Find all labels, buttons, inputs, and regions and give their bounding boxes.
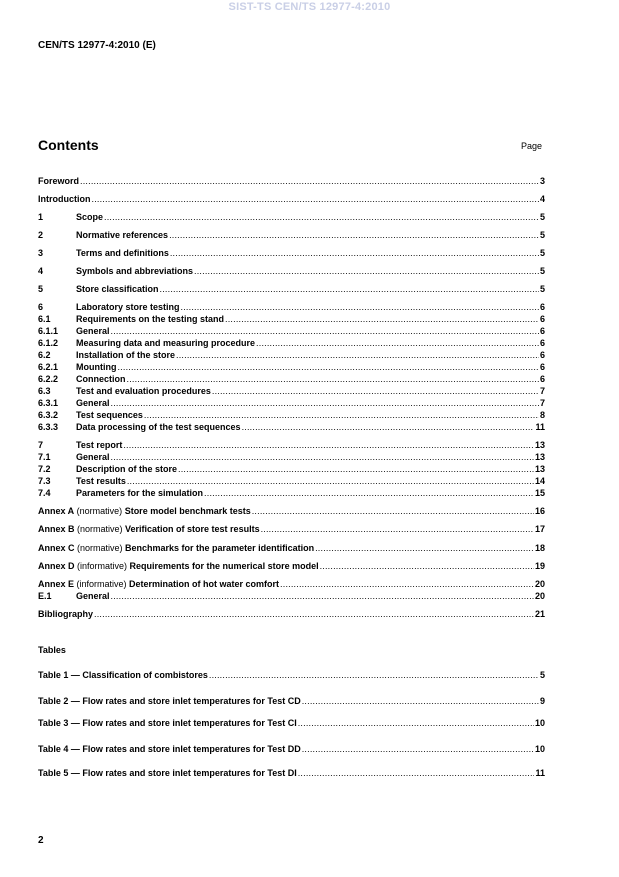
toc-entry[interactable] bbox=[38, 374, 545, 385]
toc-leader-dots bbox=[256, 338, 539, 349]
toc-entry-label: General bbox=[76, 452, 110, 462]
toc-leader-dots bbox=[117, 362, 539, 373]
toc-entry-label: General bbox=[76, 398, 110, 408]
toc-entry-title bbox=[76, 326, 110, 337]
toc-entry-label: Connection bbox=[76, 374, 126, 384]
toc-entry-annex-type: (normative) bbox=[74, 524, 126, 534]
table-entry-page: 10 bbox=[534, 718, 545, 728]
toc-entry-title bbox=[38, 194, 91, 205]
toc-entry-page: 11 bbox=[535, 422, 545, 432]
toc-entry-page: 5 bbox=[539, 248, 545, 258]
toc-leader-dots bbox=[169, 230, 539, 241]
toc-entry-title bbox=[76, 248, 169, 259]
toc-entry-label: Data processing of the test sequences bbox=[76, 422, 241, 432]
toc-entry-number: 7.3 bbox=[38, 476, 51, 486]
toc-entry-page: 7 bbox=[539, 398, 545, 408]
toc-entry-annex-type: (normative) bbox=[74, 543, 126, 553]
toc-entry-number: 5 bbox=[38, 284, 44, 294]
toc-entry-label: Annex B bbox=[38, 524, 75, 534]
toc-entry-page: 4 bbox=[539, 194, 545, 204]
table-entry-title: Table 5 — Flow rates and store inlet temperatures for Test DI bbox=[38, 768, 297, 778]
toc-leader-dots bbox=[225, 314, 539, 325]
toc-leader-dots bbox=[204, 488, 534, 499]
toc-entry[interactable] bbox=[38, 266, 545, 277]
table-entry-page: 10 bbox=[534, 744, 545, 754]
toc-entry-number: 3 bbox=[38, 248, 44, 258]
toc-entry-label: Installation of the store bbox=[76, 350, 176, 360]
toc-entry-number: 6.1 bbox=[38, 314, 51, 324]
toc-entry-page: 5 bbox=[539, 212, 545, 222]
toc-leader-dots bbox=[320, 561, 534, 572]
toc-leader-dots bbox=[111, 326, 539, 337]
toc-entry-annex-title: Benchmarks for the parameter identification bbox=[125, 543, 315, 553]
toc-entry-number: 2 bbox=[38, 230, 44, 240]
toc-entry-page: 13 bbox=[534, 440, 545, 450]
toc-leader-dots bbox=[280, 579, 534, 590]
toc-entry-label: Laboratory store testing bbox=[76, 302, 180, 312]
toc-entry-label: General bbox=[76, 591, 110, 601]
toc-entry-number: 6.2.1 bbox=[38, 362, 59, 372]
toc-entry[interactable] bbox=[38, 579, 545, 590]
toc-entry-page: 6 bbox=[539, 374, 545, 384]
toc-leader-dots bbox=[111, 452, 534, 463]
table-entry-title: Table 2 — Flow rates and store inlet temperatures for Test CD bbox=[38, 696, 301, 706]
toc-entry-title bbox=[76, 488, 203, 499]
toc-entry[interactable] bbox=[38, 176, 545, 187]
toc-entry-title bbox=[76, 284, 159, 295]
toc-entry[interactable] bbox=[38, 591, 545, 602]
toc-leader-dots bbox=[242, 422, 535, 433]
toc-entry-page: 15 bbox=[534, 488, 545, 498]
toc-entry-page: 8 bbox=[539, 410, 545, 420]
toc-entry-label: Test sequences bbox=[76, 410, 143, 420]
watermark: SIST-TS CEN/TS 12977-4:2010 bbox=[228, 1, 391, 13]
toc-entry-number: 7 bbox=[38, 440, 44, 450]
toc-leader-dots bbox=[302, 696, 539, 707]
toc-entry-number: 1 bbox=[38, 212, 44, 222]
toc-entry-page: 13 bbox=[534, 464, 545, 474]
toc-entry[interactable] bbox=[38, 543, 545, 554]
toc-leader-dots bbox=[176, 350, 539, 361]
toc-entry-title bbox=[76, 266, 193, 277]
toc-entry-label: Normative references bbox=[76, 230, 169, 240]
toc-entry-number: 6.1.1 bbox=[38, 326, 59, 336]
toc-leader-dots bbox=[212, 386, 539, 397]
toc-entry[interactable] bbox=[38, 302, 545, 313]
toc-leader-dots bbox=[144, 410, 539, 421]
toc-entry-number: E.1 bbox=[38, 591, 52, 601]
toc-entry-label: Scope bbox=[76, 212, 104, 222]
toc-entry-title bbox=[76, 398, 110, 409]
toc-entry-annex-type: (informative) bbox=[74, 561, 130, 571]
toc-entry-title bbox=[76, 338, 255, 349]
toc-entry-label: Requirements on the testing stand bbox=[76, 314, 225, 324]
toc-entry-number: 6.2.2 bbox=[38, 374, 59, 384]
toc-entry-page: 20 bbox=[534, 591, 545, 601]
toc-entry-title bbox=[38, 524, 260, 535]
toc-entry-title bbox=[76, 422, 241, 433]
toc-entry-number: 6 bbox=[38, 302, 44, 312]
toc-entry-number: 6.3.2 bbox=[38, 410, 59, 420]
toc-leader-dots bbox=[178, 464, 534, 475]
toc-entry[interactable] bbox=[38, 230, 545, 241]
toc-entry-page: 18 bbox=[534, 543, 545, 553]
toc-entry-title bbox=[76, 350, 175, 361]
toc-entry-title bbox=[76, 230, 168, 241]
toc-entry-annex-title: Store model benchmark tests bbox=[124, 506, 251, 516]
table-entry-page: 5 bbox=[539, 670, 545, 680]
table-entry-title: Table 1 — Classification of combistores bbox=[38, 670, 208, 680]
toc-entry-page: 16 bbox=[534, 506, 545, 516]
toc-entry-label: Annex D bbox=[38, 561, 75, 571]
toc-entry-page: 6 bbox=[539, 350, 545, 360]
toc-entry-label: Annex E bbox=[38, 579, 75, 589]
toc-entry-title bbox=[38, 579, 279, 590]
toc-entry-label: Parameters for the simulation bbox=[76, 488, 204, 498]
toc-entry-page: 6 bbox=[539, 302, 545, 312]
toc-entry-page: 6 bbox=[539, 362, 545, 372]
toc-entry-title bbox=[76, 410, 143, 421]
toc-entry[interactable] bbox=[38, 452, 545, 463]
toc-entry-number: 7.4 bbox=[38, 488, 51, 498]
toc-entry-page: 6 bbox=[539, 338, 545, 348]
toc-entry-title bbox=[38, 543, 314, 554]
toc-entry-title bbox=[76, 374, 126, 385]
page-column-label: Page bbox=[521, 141, 543, 151]
toc-entry-title bbox=[76, 212, 103, 223]
toc-entry-page: 7 bbox=[539, 386, 545, 396]
toc-entry-page: 20 bbox=[534, 579, 545, 589]
toc-entry[interactable] bbox=[38, 194, 545, 205]
toc-leader-dots bbox=[298, 768, 535, 779]
toc-entry-number: 6.1.2 bbox=[38, 338, 59, 348]
document-id: CEN/TS 12977-4:2010 (E) bbox=[38, 40, 156, 51]
toc-entry-number: 6.3 bbox=[38, 386, 51, 396]
toc-entry[interactable] bbox=[38, 314, 545, 325]
toc-entry-title bbox=[76, 302, 180, 313]
toc-entry[interactable] bbox=[38, 386, 545, 397]
toc-entry-page: 5 bbox=[539, 266, 545, 276]
toc-entry-title bbox=[76, 386, 211, 397]
toc-entry-label: Annex C bbox=[38, 543, 75, 553]
toc-leader-dots bbox=[111, 398, 539, 409]
toc-entry-annex-title: Determination of hot water comfort bbox=[129, 579, 280, 589]
toc-entry-title bbox=[76, 440, 122, 451]
toc-entry[interactable] bbox=[38, 338, 545, 349]
toc-entry-number: 7.1 bbox=[38, 452, 51, 462]
toc-leader-dots bbox=[315, 543, 534, 554]
toc-entry[interactable] bbox=[38, 464, 545, 475]
table-entry[interactable] bbox=[38, 670, 545, 681]
toc-entry-page: 14 bbox=[534, 476, 545, 486]
toc-entry[interactable] bbox=[38, 524, 545, 535]
toc-entry-title bbox=[76, 452, 110, 463]
toc-entry-number: 7.2 bbox=[38, 464, 51, 474]
toc-entry-page: 5 bbox=[539, 284, 545, 294]
toc-leader-dots bbox=[261, 524, 534, 535]
toc-leader-dots bbox=[160, 284, 539, 295]
toc-entry-title bbox=[76, 314, 224, 325]
toc-entry-label: Mounting bbox=[76, 362, 117, 372]
page-number: 2 bbox=[38, 835, 44, 846]
table-entry[interactable] bbox=[38, 744, 545, 755]
toc-entry-page: 13 bbox=[534, 452, 545, 462]
toc-entry-annex-type: (informative) bbox=[74, 579, 130, 589]
toc-entry-label: Annex A bbox=[38, 506, 75, 516]
toc-entry-label: Terms and definitions bbox=[76, 248, 169, 258]
toc-entry-number: 4 bbox=[38, 266, 44, 276]
toc-entry-annex-title: Verification of store test results bbox=[125, 524, 260, 534]
toc-entry-number: 6.3.3 bbox=[38, 422, 59, 432]
toc-entry-title bbox=[38, 506, 251, 517]
toc-entry-page: 6 bbox=[539, 314, 545, 324]
tables-section-title: Tables bbox=[38, 645, 66, 655]
toc-entry[interactable] bbox=[38, 609, 545, 620]
toc-entry-label: Introduction bbox=[38, 194, 91, 204]
toc-entry-page: 21 bbox=[534, 609, 545, 619]
toc-leader-dots bbox=[302, 744, 534, 755]
toc-leader-dots bbox=[181, 302, 539, 313]
toc-entry-page: 17 bbox=[534, 524, 545, 534]
table-entry-title: Table 3 — Flow rates and store inlet temperatures for Test CI bbox=[38, 718, 297, 728]
toc-leader-dots bbox=[194, 266, 539, 277]
toc-entry-title bbox=[76, 362, 116, 373]
toc-entry-title bbox=[38, 561, 319, 572]
toc-entry-label: Store classification bbox=[76, 284, 159, 294]
toc-entry-title bbox=[76, 464, 177, 475]
toc-entry-label: General bbox=[76, 326, 110, 336]
toc-entry-label: Description of the store bbox=[76, 464, 178, 474]
toc-leader-dots bbox=[92, 194, 539, 205]
toc-entry-page: 6 bbox=[539, 326, 545, 336]
page-title: Contents bbox=[38, 137, 99, 153]
toc-entry-number: 6.3.1 bbox=[38, 398, 59, 408]
toc-entry-annex-type: (normative) bbox=[74, 506, 125, 516]
toc-entry[interactable] bbox=[38, 488, 545, 499]
toc-leader-dots bbox=[123, 440, 534, 451]
toc-entry-title bbox=[76, 591, 110, 602]
toc-entry-page: 3 bbox=[539, 176, 545, 186]
table-entry-page: 11 bbox=[535, 768, 545, 778]
toc-entry-title bbox=[38, 176, 79, 187]
toc-leader-dots bbox=[111, 591, 534, 602]
toc-entry-title bbox=[38, 609, 93, 620]
table-entry-page: 9 bbox=[539, 696, 545, 706]
toc-leader-dots bbox=[252, 506, 534, 517]
table-entry-title: Table 4 — Flow rates and store inlet temperatures for Test DD bbox=[38, 744, 301, 754]
toc-leader-dots bbox=[80, 176, 539, 187]
toc-entry[interactable] bbox=[38, 410, 545, 421]
toc-entry-label: Test and evaluation procedures bbox=[76, 386, 211, 396]
toc-entry-label: Symbols and abbreviations bbox=[76, 266, 194, 276]
table-entry[interactable] bbox=[38, 768, 545, 779]
toc-leader-dots bbox=[209, 670, 539, 681]
toc-entry[interactable] bbox=[38, 561, 545, 572]
toc-entry-label: Bibliography bbox=[38, 609, 94, 619]
toc-leader-dots bbox=[127, 476, 534, 487]
toc-entry-label: Test report bbox=[76, 440, 123, 450]
toc-leader-dots bbox=[298, 718, 534, 729]
table-entry[interactable] bbox=[38, 696, 545, 707]
toc-entry-page: 19 bbox=[534, 561, 545, 571]
toc-entry[interactable] bbox=[38, 362, 545, 373]
toc-entry[interactable] bbox=[38, 506, 545, 517]
toc-entry[interactable] bbox=[38, 476, 545, 487]
toc-leader-dots bbox=[94, 609, 534, 620]
table-entry[interactable] bbox=[38, 718, 545, 729]
toc-entry-label: Test results bbox=[76, 476, 126, 486]
toc-entry[interactable] bbox=[38, 350, 545, 361]
toc-leader-dots bbox=[170, 248, 539, 259]
toc-entry-label: Foreword bbox=[38, 176, 80, 186]
toc-entry[interactable] bbox=[38, 398, 545, 409]
toc-entry-title bbox=[76, 476, 126, 487]
toc-leader-dots bbox=[104, 212, 539, 223]
toc-entry[interactable] bbox=[38, 422, 545, 433]
toc-entry-number: 6.2 bbox=[38, 350, 51, 360]
toc-leader-dots bbox=[127, 374, 539, 385]
toc-entry[interactable] bbox=[38, 440, 545, 451]
toc-entry[interactable] bbox=[38, 248, 545, 259]
toc-entry-page: 5 bbox=[539, 230, 545, 240]
toc-entry[interactable] bbox=[38, 326, 545, 337]
toc-entry[interactable] bbox=[38, 212, 545, 223]
toc-entry-annex-title: Requirements for the numerical store model bbox=[129, 561, 319, 571]
toc-entry[interactable] bbox=[38, 284, 545, 295]
toc-entry-label: Measuring data and measuring procedure bbox=[76, 338, 256, 348]
